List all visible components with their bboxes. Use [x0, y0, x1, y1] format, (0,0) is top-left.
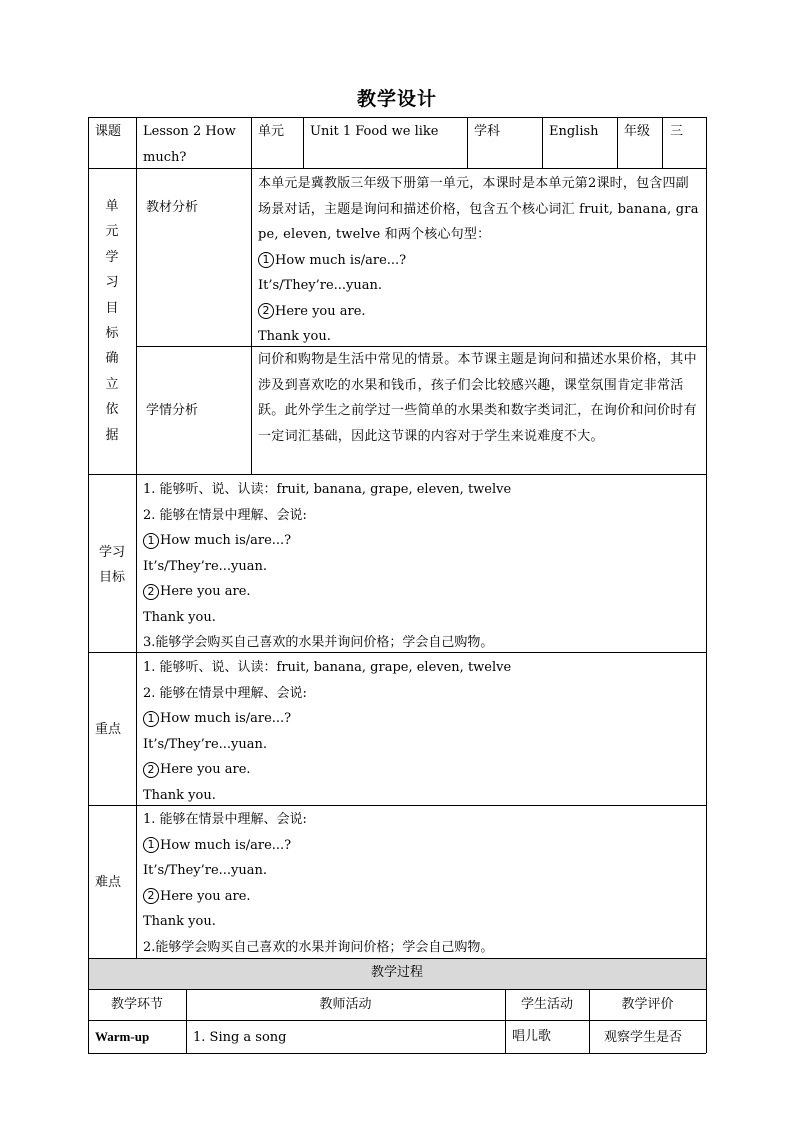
- unit-value: Unit 1 Food we like: [310, 124, 439, 139]
- sentence-pattern: 2 Here you are.: [258, 299, 702, 325]
- subject-label: 学科: [474, 124, 501, 139]
- key-point-line: Thank you.: [143, 787, 216, 803]
- key-point-line: It’s/They’re...yuan.: [143, 736, 268, 752]
- student-analysis-label: 学情分析: [146, 403, 199, 418]
- unit-label: 单元: [258, 124, 285, 139]
- difficulty-line: 1. 能够在情景中理解、会说:: [143, 812, 307, 827]
- difficulties-content: [143, 807, 703, 960]
- process-heading: 教学过程: [370, 965, 423, 980]
- side-char: 标: [105, 326, 119, 342]
- grade-label: 年级: [624, 124, 651, 139]
- table-rule: [467, 117, 468, 168]
- key-point-line: 2. 能够在情景中理解、会说:: [143, 685, 307, 701]
- material-analysis-text: 本单元是冀教版三年级下册第一单元，本课时是本单元第2课时，包含四副场景对话，主题是询问和描述价格，包含五个核心词汇 fruit, banana, grape, eleven, twelve 和两个核心句型：: [258, 176, 699, 242]
- circled-number: 1: [143, 711, 159, 727]
- table-rule: [88, 1053, 706, 1054]
- subject-value: English: [549, 124, 599, 139]
- table-rule: [706, 117, 707, 1053]
- process-column-header: 教学环节: [110, 997, 163, 1012]
- key-points-label: 重点: [95, 722, 122, 737]
- table-rule: [303, 117, 304, 168]
- circled-number: 2: [143, 762, 159, 778]
- unit-goals-side-label: [88, 194, 136, 448]
- grade-value: 三: [670, 124, 684, 139]
- difficulty-line: 2 Here you are.: [143, 884, 703, 910]
- process-column-header: 教师活动: [319, 997, 372, 1012]
- side-char: 据: [105, 427, 119, 443]
- teacher-activity: 1. Sing a song: [193, 1030, 287, 1045]
- process-column-header: 教学评价: [621, 997, 674, 1012]
- course-label: 课题: [95, 124, 122, 139]
- objective-line: 2. 能够在情景中理解、会说:: [143, 507, 307, 523]
- objective-line: It’s/They’re...yuan.: [143, 558, 268, 574]
- document-title: 教学设计: [356, 88, 437, 110]
- difficulty-line: 1 How much is/are...?: [143, 833, 703, 859]
- difficulties-label: 难点: [95, 875, 122, 890]
- sentence-pattern: 1 How much is/are...?: [258, 248, 702, 274]
- objectives-content: [143, 477, 703, 656]
- side-char: 习: [105, 275, 119, 291]
- table-rule: [617, 117, 618, 168]
- material-analysis-content: [258, 171, 702, 350]
- objective-line: 1 How much is/are...?: [143, 528, 703, 554]
- sentence-pattern: Thank you.: [258, 329, 331, 344]
- key-points-content: [143, 655, 703, 808]
- table-rule: [136, 117, 137, 958]
- teaching-evaluation: 观察学生是否: [604, 1030, 683, 1045]
- objective-line: 3.能够学会购买自己喜欢的水果并询问价格；学会自己购物。: [143, 635, 494, 650]
- sentence-pattern: It’s/They’re...yuan.: [258, 278, 383, 293]
- table-rule: [542, 117, 543, 168]
- objective-line: Thank you.: [143, 609, 216, 625]
- student-activity: 唱儿歌: [512, 1029, 552, 1044]
- side-char: 学: [105, 249, 119, 265]
- side-char: 依: [105, 402, 119, 418]
- process-stage: Warm-up: [95, 1029, 150, 1044]
- circled-number: 1: [143, 837, 159, 853]
- objective-line: 2 Here you are.: [143, 579, 703, 605]
- side-char: 元: [105, 224, 119, 240]
- table-rule: [88, 474, 706, 475]
- process-column-header: 学生活动: [520, 997, 573, 1012]
- objective-line: 1. 能够听、说、认读：fruit, banana, grape, eleven, twelve: [143, 482, 512, 497]
- student-analysis-text: 问价和购物是生活中常见的情景。本节课主题是询问和描述水果价格，其中涉及到喜欢吃的水果和钱币，孩子们会比较感兴趣，课堂氛围肯定非常活跃。此外学生之前学过一些简单的水果类和数字类词汇，在询价和问价时有一定词汇基础，因此这节课的内容对于学生来说难度不大。: [258, 352, 697, 444]
- side-char: 立: [105, 376, 119, 392]
- difficulty-line: 2.能够学会购买自己喜欢的水果并询问价格；学会自己购物。: [143, 939, 494, 955]
- table-rule: [88, 989, 706, 990]
- material-analysis-label: 教材分析: [146, 200, 199, 215]
- table-rule: [88, 1020, 706, 1021]
- difficulty-line: It’s/They’re...yuan.: [143, 863, 268, 878]
- table-rule: [662, 117, 663, 168]
- key-point-line: 1. 能够听、说、认读：fruit, banana, grape, eleven, twelve: [143, 660, 512, 675]
- table-rule: [88, 117, 706, 118]
- circled-number: 1: [143, 533, 159, 549]
- difficulty-line: Thank you.: [143, 914, 216, 929]
- circled-number: 2: [143, 584, 159, 600]
- objectives-label: 学习 目标: [98, 545, 125, 586]
- side-char: 单: [105, 199, 119, 214]
- circled-number: 1: [258, 252, 274, 268]
- table-rule: [251, 117, 252, 474]
- key-point-line: 2 Here you are.: [143, 757, 703, 783]
- key-point-line: 1 How much is/are...?: [143, 706, 703, 732]
- course-value: Lesson 2 How much?: [143, 124, 236, 165]
- circled-number: 2: [143, 888, 159, 904]
- side-char: 目: [105, 300, 119, 316]
- circled-number: 2: [258, 303, 274, 319]
- side-char: 确: [105, 351, 119, 367]
